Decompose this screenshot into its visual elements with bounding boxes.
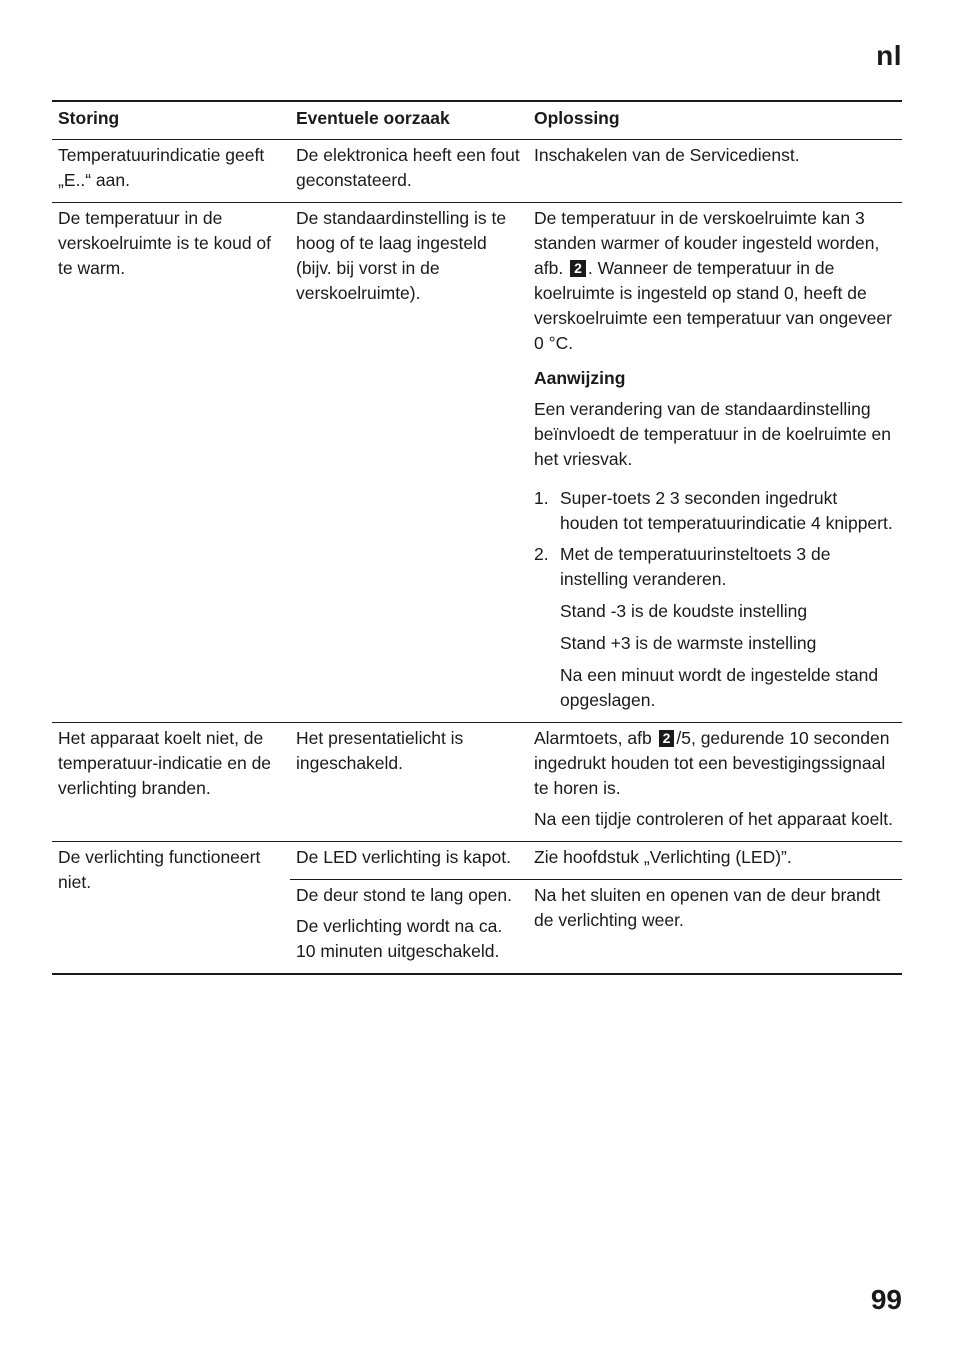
cell-storing — [52, 842, 290, 973]
column-header-oplossing: Oplossing — [534, 108, 620, 128]
oplossing-text-part: /5, gedurende 10 seconden ingedrukt houden tot een bevestigingssignaal te horen is. — [534, 728, 890, 798]
step-number: 1. — [534, 488, 549, 508]
column-header-storing: Storing — [58, 108, 120, 128]
oorzaak-text: De deur stond te lang open. — [296, 885, 512, 905]
oplossing-text — [534, 206, 896, 356]
column-header-oorzaak: Eventuele oorzaak — [296, 108, 450, 128]
setting-line: Na een minuut wordt de ingestelde stand opgeslagen. — [560, 665, 879, 710]
oplossing-text-part: De temperatuur in de verskoelruimte kan 3 standen warmer of kouder ingesteld worden, afb. — [534, 208, 880, 278]
oorzaak-text: De LED verlichting is kapot. — [296, 847, 511, 867]
cell-storing — [52, 203, 290, 722]
language-code: nl — [876, 40, 902, 71]
cell-storing — [52, 723, 290, 841]
oplossing-text — [534, 726, 896, 801]
cell-oplossing — [528, 880, 902, 973]
figure-reference-badge: 2 — [659, 730, 675, 747]
cell-oplossing — [528, 723, 902, 841]
table-row — [52, 203, 902, 723]
oplossing-text: Inschakelen van de Servicedienst. — [534, 145, 800, 165]
oplossing-text: Zie hoofdstuk „Verlichting (LED)”. — [534, 847, 792, 867]
cell-storing — [52, 140, 290, 202]
table-subrow — [290, 842, 902, 880]
oorzaak-text: Het presentatielicht is ingeschakeld. — [296, 728, 464, 773]
oplossing-text: Na een tijdje controleren of het apparaat koelt. — [534, 809, 893, 829]
note-text: Een verandering van de standaardinstelling beïnvloedt de temperatuur in de koelruimte en het vriesvak. — [534, 399, 892, 469]
cell-oorzaak — [290, 842, 528, 879]
troubleshooting-table — [52, 100, 902, 975]
list-item — [534, 542, 896, 592]
storing-text: Temperatuurindicatie geeft „E..“ aan. — [58, 145, 265, 190]
cell-oorzaak — [290, 880, 528, 973]
sub-rows — [290, 842, 902, 973]
cell-oorzaak — [290, 203, 528, 722]
step-text: Super-toets 2 3 seconden ingedrukt houden tot temperatuurindicatie 4 knippert. — [560, 488, 893, 533]
table-subrow — [290, 880, 902, 973]
oplossing-text-part: . Wanneer de temperatuur in de koelruimte is ingesteld op stand 0, heeft de verskoelruimte een temperatuur van ongeveer 0 °C. — [534, 258, 892, 353]
table-row — [52, 842, 902, 973]
note-title: Aanwijzing — [534, 368, 626, 388]
step-number: 2. — [534, 544, 549, 564]
cell-oorzaak — [290, 140, 528, 202]
cell-oplossing — [528, 203, 902, 722]
oorzaak-text: De elektronica heeft een fout geconstateerd. — [296, 145, 520, 190]
oorzaak-text: De verlichting wordt na ca. 10 minuten uitgeschakeld. — [296, 916, 503, 961]
storing-text: De verlichting functioneert niet. — [58, 847, 261, 892]
figure-reference-badge: 2 — [570, 260, 586, 277]
setting-line: Stand +3 is de warmste instelling — [560, 633, 817, 653]
storing-text: De temperatuur in de verskoelruimte is te koud of te warm. — [58, 208, 272, 278]
page-number: 99 — [870, 1284, 902, 1315]
step-text: Met de temperatuurinsteltoets 3 de instelling veranderen. — [560, 544, 831, 589]
cell-oorzaak — [290, 723, 528, 841]
cell-oplossing — [528, 140, 902, 202]
oplossing-text-part: Alarmtoets, afb — [534, 728, 652, 748]
list-item — [534, 486, 896, 536]
oorzaak-text: De standaardinstelling is te hoog of te laag ingesteld (bijv. bij vorst in de verskoelruimte). — [296, 208, 507, 303]
steps-list — [534, 486, 896, 592]
cell-oplossing — [528, 842, 902, 879]
table-row — [52, 140, 902, 203]
table-header — [52, 102, 902, 140]
setting-line: Stand -3 is de koudste instelling — [560, 601, 808, 621]
table-row — [52, 723, 902, 842]
oplossing-text: Na het sluiten en openen van de deur brandt de verlichting weer. — [534, 885, 881, 930]
storing-text: Het apparaat koelt niet, de temperatuur-indicatie en de verlichting branden. — [58, 728, 272, 798]
